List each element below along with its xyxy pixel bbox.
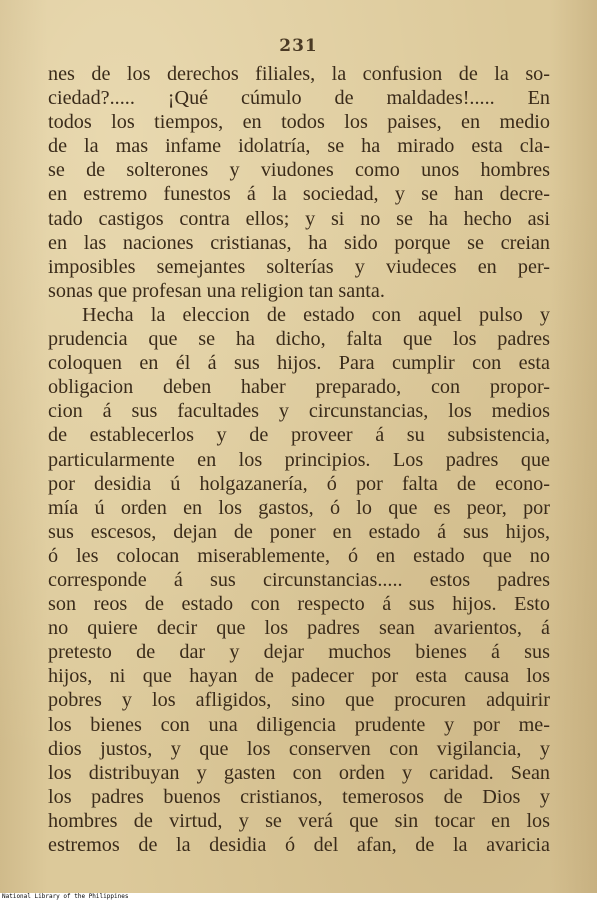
text-line: no quiere decir que los padres sean avarientos, á — [48, 617, 550, 640]
text-line: tado castigos contra ellos; y si no se ha hecho asi — [48, 207, 550, 230]
text-line: sonas que profesan una religion tan santa. — [48, 279, 385, 302]
text-line: todos los tiempos, en todos los paises, en medio — [48, 111, 550, 134]
text-line: imposibles semejantes solterías y viudeces en per- — [48, 255, 550, 278]
text-line: los distribuyan y gasten con orden y caridad. Sean — [48, 761, 550, 784]
body-text — [48, 62, 550, 857]
text-line: coloquen en él á sus hijos. Para cumplir con esta — [48, 352, 550, 375]
text-line: pretesto de dar y dejar muchos bienes á sus — [48, 641, 550, 664]
text-line: hijos, ni que hayan de padecer por esta causa los — [48, 665, 550, 688]
text-line: prudencia que se ha dicho, falta que los padres — [48, 328, 550, 351]
text-line: en estremo funestos á la sociedad, y se han decre- — [48, 183, 550, 206]
text-line: ciedad?..... ¡Qué cúmulo de maldades!..... En — [48, 87, 550, 110]
text-line: de la mas infame idolatría, se ha mirado esta cla- — [48, 135, 550, 158]
text-line: de establecerlos y de proveer á su subsistencia, — [48, 424, 550, 447]
text-line: los bienes con una diligencia prudente y por me- — [48, 713, 550, 736]
text-line: pobres y los afligidos, sino que procuren adquirir — [48, 689, 550, 712]
text-line: sus escesos, dejan de poner en estado á sus hijos, — [48, 520, 550, 543]
text-line: Hecha la eleccion de estado con aquel pulso y — [82, 303, 550, 326]
text-line: en las naciones cristianas, ha sido porque se creian — [48, 231, 550, 254]
text-line: particularmente en los principios. Los padres que — [48, 448, 550, 471]
text-line: son reos de estado con respecto á sus hijos. Esto — [48, 593, 550, 616]
library-credit: National Library of the Philippines — [2, 893, 129, 900]
text-line: se de solterones y viudones como unos hombres — [48, 159, 550, 182]
text-line: dios justos, y que los conserven con vigilancia, y — [48, 737, 550, 760]
text-line: los padres buenos cristianos, temerosos de Dios y — [48, 785, 550, 808]
text-line: corresponde á sus circunstancias..... estos padres — [48, 568, 550, 591]
text-line: hombres de virtud, y se verá que sin tocar en los — [48, 809, 550, 832]
text-line: estremos de la desidia ó del afan, de la avaricia — [48, 834, 550, 856]
text-line: nes de los derechos filiales, la confusion de la so- — [48, 63, 550, 85]
text-line: mía ú orden en los gastos, ó lo que es peor, por — [48, 496, 550, 519]
library-footer — [0, 893, 597, 900]
text-line: por desidia ú holgazanería, ó por falta de econo- — [48, 472, 550, 495]
text-line: obligacion deben haber preparado, con propor- — [48, 376, 550, 399]
text-line: cion á sus facultades y circunstancias, los medios — [48, 400, 550, 423]
text-line: ó les colocan miserablemente, ó en estado que no — [48, 544, 550, 567]
page-number: 231 — [279, 36, 318, 56]
